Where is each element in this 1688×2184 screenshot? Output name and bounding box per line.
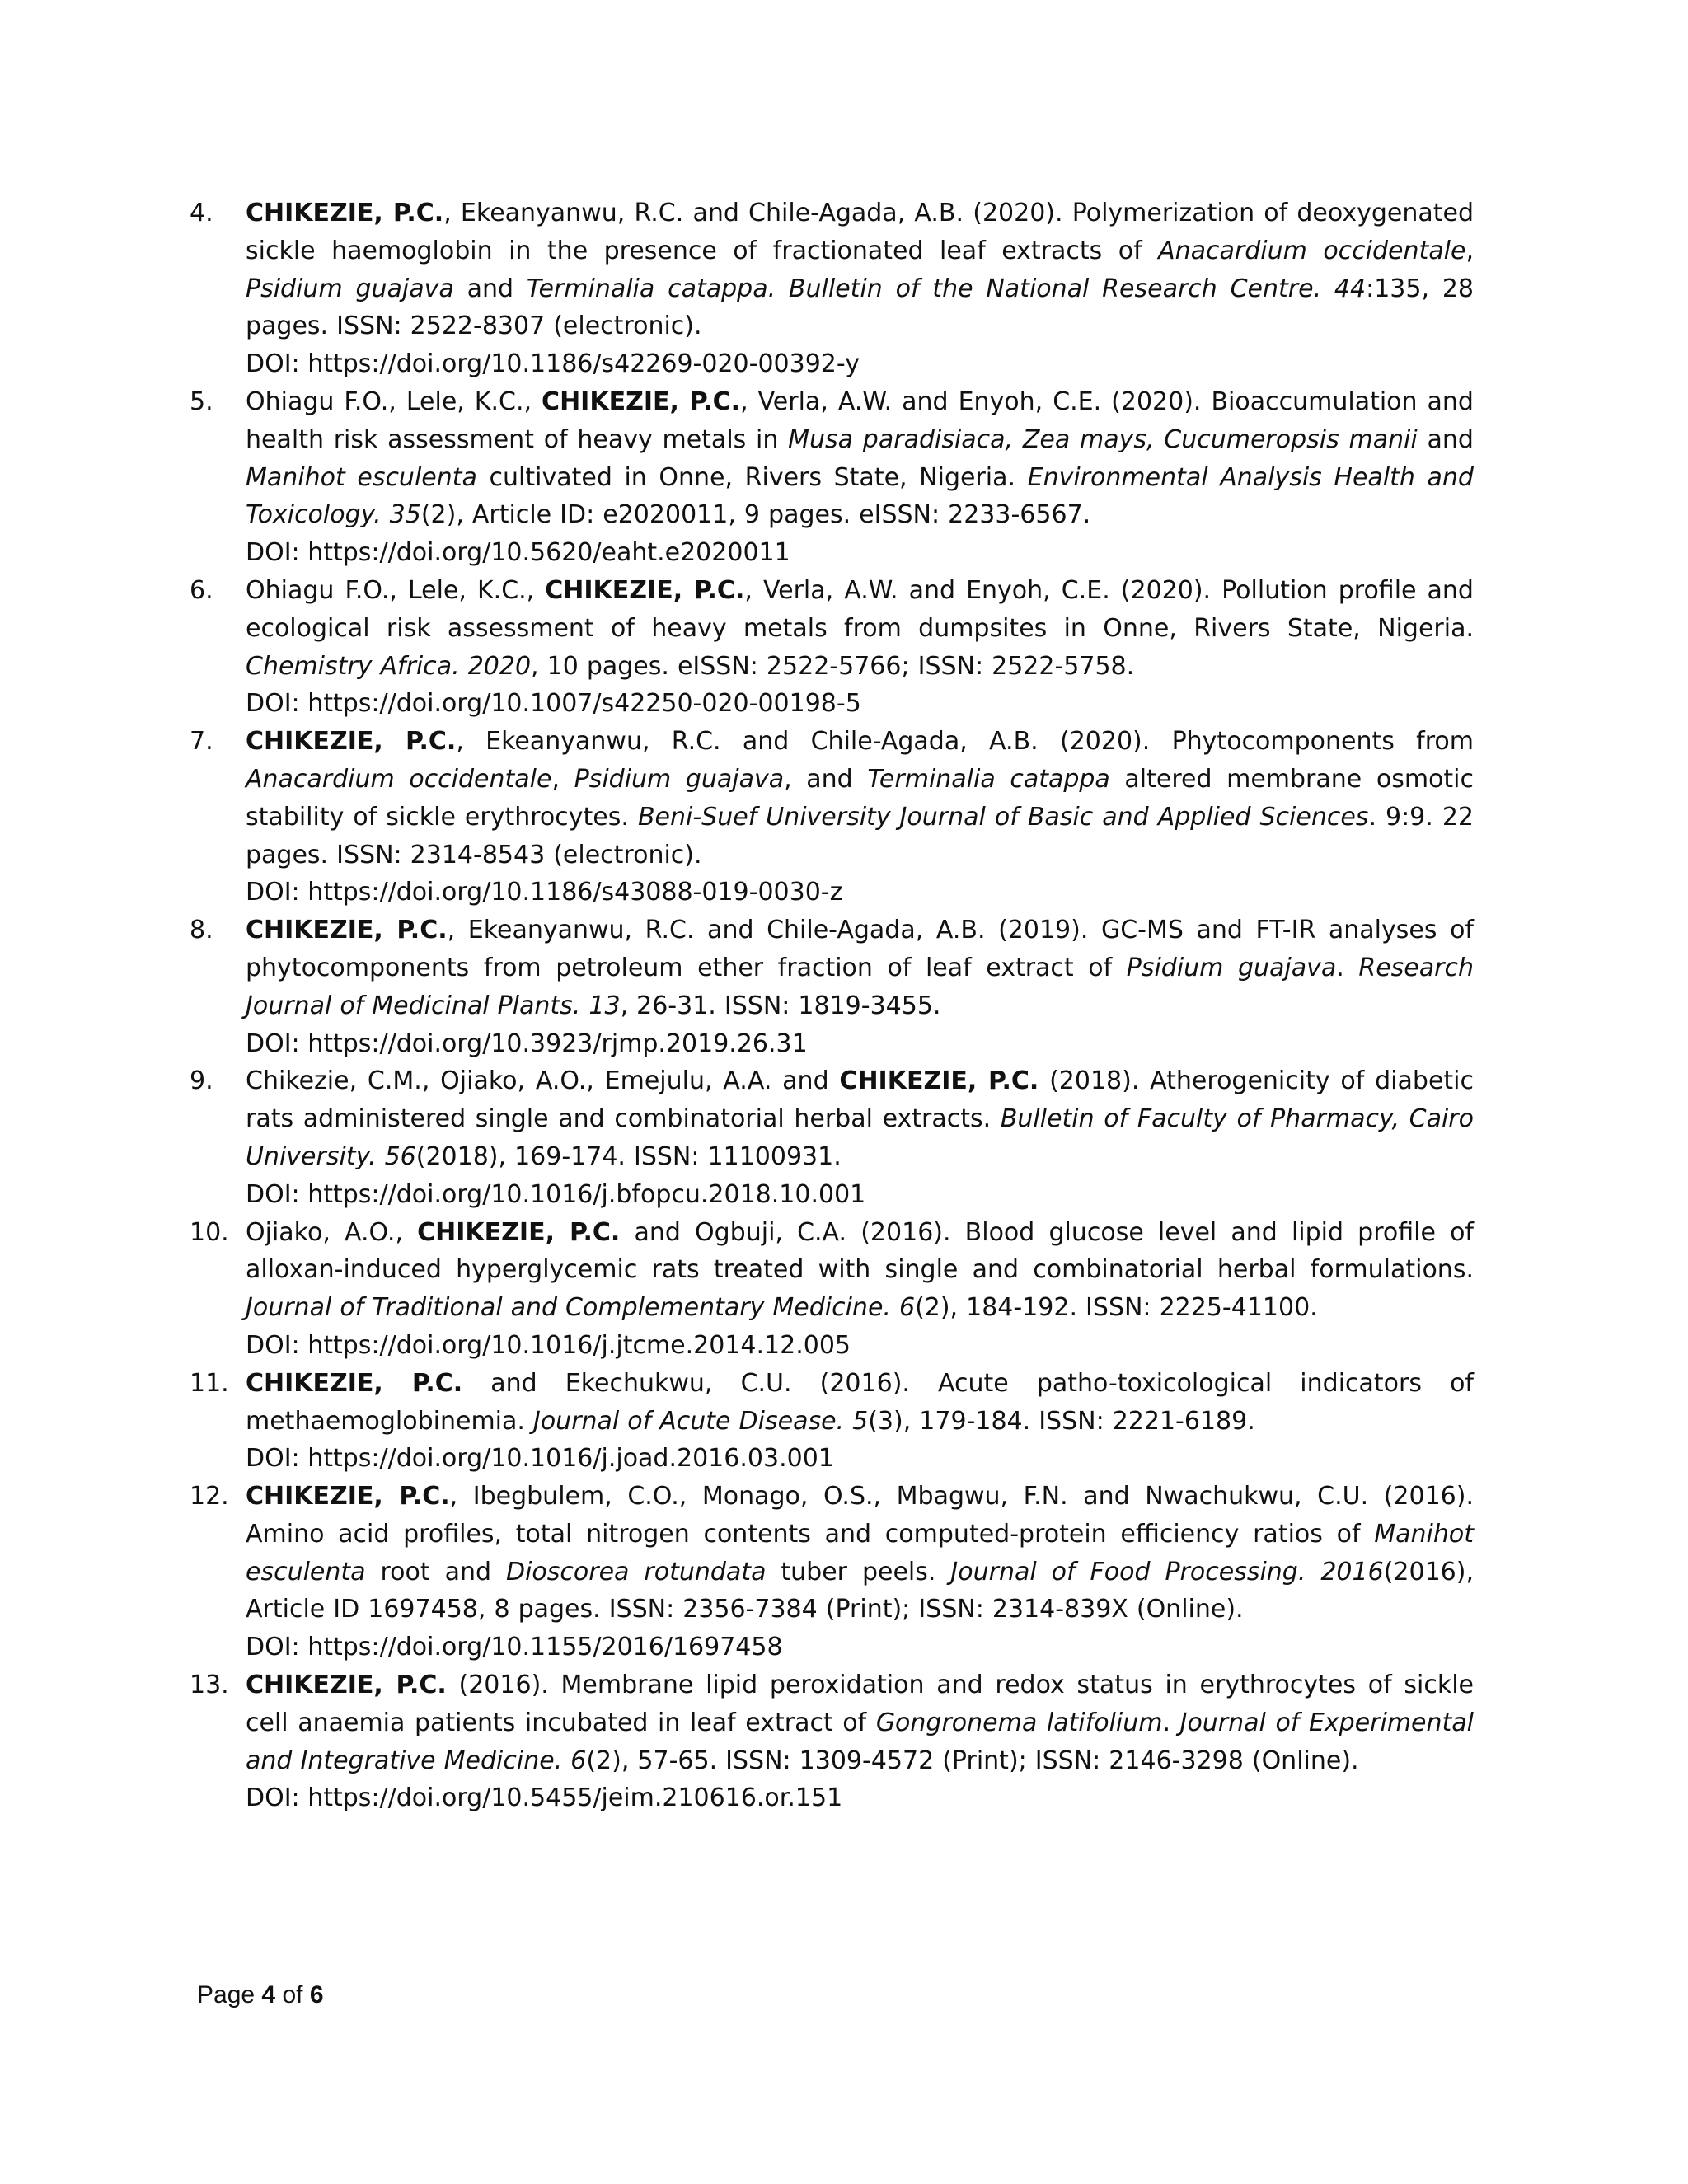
italic-text: Psidium guajava [1126,953,1337,982]
doi-line: DOI: https://doi.org/10.1186/s43088-019-0030-z [246,878,843,907]
citation-text: (2018). Atherogenicity of diabetic rats administered single and combinatorial herbal extracts. [246,1066,1474,1134]
doi-line: DOI: https://doi.org/10.1155/2016/1697458 [246,1633,783,1662]
italic-text: Bulletin of Faculty of Pharmacy, Cairo University. 56 [246,1104,1474,1171]
reference-item [190,383,1474,572]
italic-text: Manihot esculenta [246,1519,1474,1586]
citation-text: , [551,764,574,794]
doi-line: DOI: https://doi.org/10.3923/rjmp.2019.26.31 [246,1029,808,1058]
reference-number: 12. [190,1482,229,1511]
italic-text: Journal of Experimental and Integrative Medicine. 6 [246,1708,1475,1775]
reference-citation [246,194,1474,345]
reference-number: 9. [190,1066,213,1096]
reference-number: 7. [190,727,213,757]
reference-citation [246,912,1474,1024]
reference-item [190,723,1474,912]
citation-text: (2016). Membrane lipid peroxidation and redox status in erythrocytes of sickle cell anaemia patients incubated in leaf extract of [246,1671,1474,1737]
author-highlight: CHIKEZIE, P.C. [542,387,741,416]
reference-citation [246,1478,1474,1629]
italic-text: Dioscorea rotundata [506,1557,767,1586]
italic-text: Terminalia catappa [867,764,1110,794]
reference-item [190,1666,1474,1817]
citation-text: , Ibegbulem, C.O., Monago, O.S., Mbagwu, F.N. and Nwachukwu, C.U. (2016). Amino acid profiles, total nitrogen contents and computed-protein efficiency ratios of [246,1482,1474,1549]
citation-text: , 10 pages. eISSN: 2522-5766; ISSN: 2522-5758. [531,651,1135,681]
citation-text: (2), 57-65. ISSN: 1309-4572 (Print); ISSN: 2146-3298 (Online). [586,1746,1359,1775]
author-highlight: CHIKEZIE, P.C. [839,1066,1039,1096]
citation-text: (2018), 169-174. ISSN: 11100931. [415,1141,842,1171]
author-highlight: CHIKEZIE, P.C. [246,1671,447,1700]
citation-text: , Ekeanyanwu, R.C. and Chile-Agada, A.B. (2020). Phytocomponents from [456,727,1474,757]
author-highlight: CHIKEZIE, P.C. [417,1217,621,1247]
citation-text: , and [784,764,868,794]
reference-number: 10. [190,1217,229,1247]
citation-text: . [1162,1708,1180,1737]
doi-line: DOI: https://doi.org/10.1016/j.joad.2016.03.001 [246,1444,834,1474]
author-highlight: CHIKEZIE, P.C. [246,1368,463,1398]
italic-text: Anacardium occidentale [1158,236,1466,265]
doi-line: DOI: https://doi.org/10.1007/s42250-020-00198-5 [246,689,861,719]
italic-text: Psidium guajava [246,274,454,303]
citation-text: (2), Article ID: e2020011, 9 pages. eISSN: 2233-6567. [420,500,1091,530]
reference-number: 11. [190,1368,229,1398]
citation-text: . [1336,953,1359,982]
citation-text: and [453,274,527,303]
citation-text: , [1465,236,1474,265]
page-number: 4 [261,1981,276,2008]
doi-line: DOI: https://doi.org/10.1016/j.jtcme.2014.12.005 [246,1330,851,1360]
citation-text: cultivated in Onne, Rivers State, Nigeria. [476,462,1028,492]
author-highlight: CHIKEZIE, P.C. [246,1482,450,1511]
reference-citation [246,572,1474,685]
italic-text: Gongronema latifolium [875,1708,1163,1737]
italic-text: Musa paradisiaca, Zea mays, Cucumeropsis manii [788,424,1418,454]
citation-text: , Ekeanyanwu, R.C. and Chile-Agada, A.B. (2019). GC-MS and FT-IR analyses of phytocomponents from petroleum ether fraction of leaf extract of [246,916,1474,982]
citation-text: , 26-31. ISSN: 1819-3455. [620,991,941,1020]
italic-text: Journal of Food Processing. 2016 [950,1557,1384,1586]
reference-citation [246,1365,1474,1441]
page-footer [197,1981,324,2009]
citation-text: . 9:9. 22 pages. ISSN: 2314-8543 (electronic). [246,802,1474,869]
citation-text: , Ekeanyanwu, R.C. and Chile-Agada, A.B. (2020). Polymerization of deoxygenated sickle haemoglobin in the presence of fractionated leaf extracts of [246,199,1474,265]
reference-item [190,1478,1474,1666]
citation-text: (2016), Article ID 1697458, 8 pages. ISSN: 2356-7384 (Print); ISSN: 2314-839X (Online). [246,1557,1474,1624]
reference-citation [246,1666,1474,1779]
italic-text: Chemistry Africa. 2020 [246,651,532,681]
doi-line: DOI: https://doi.org/10.1186/s42269-020-00392-y [246,349,860,379]
of-label: of [282,1981,303,2008]
citation-text: tuber peels. [766,1557,951,1586]
citation-text: , Verla, A.W. and Enyoh, C.E. (2020). Pollution profile and ecological risk assessment of heavy metals from dumpsites in Onne, Rivers State, Nigeria. [246,575,1474,643]
author-highlight: CHIKEZIE, P.C. [246,727,457,757]
page-label: Page [197,1981,256,2008]
italic-text: Journal of Traditional and Complementary Medicine. 6 [246,1293,916,1323]
reference-item [190,1214,1474,1365]
reference-number: 8. [190,916,213,945]
citation-text: (3), 179-184. ISSN: 2221-6189. [868,1406,1255,1436]
doi-line: DOI: https://doi.org/10.1016/j.bfopcu.2018.10.001 [246,1179,866,1209]
reference-number: 4. [190,199,213,227]
reference-item [190,572,1474,723]
citation-text: , Verla, A.W. and Enyoh, C.E. (2020). Bioaccumulation and health risk assessment of heavy metals in [246,387,1474,454]
citation-text: (2), 184-192. ISSN: 2225-41100. [915,1293,1318,1323]
italic-text: Environmental Analysis Health and Toxicology. 35 [246,462,1474,530]
doi-line: DOI: https://doi.org/10.5455/jeim.210616.or.151 [246,1783,843,1813]
italic-text: Journal of Acute Disease. 5 [532,1406,869,1436]
reference-item [190,194,1474,383]
italic-text: Beni-Suef University Journal of Basic and Applied Sciences [637,802,1369,832]
italic-text: Terminalia catappa. Bulletin of the National Research Centre. 44 [526,274,1367,303]
italic-text: Research Journal of Medicinal Plants. 13 [246,953,1474,1020]
reference-item [190,1062,1474,1213]
citation-text: Ohiagu F.O., Lele, K.C., [246,387,542,416]
citation-text: :135, 28 pages. ISSN: 2522-8307 (electronic). [246,274,1474,341]
citation-text: and Ogbuji, C.A. (2016). Blood glucose level and lipid profile of alloxan-induced hyperglycemic rats treated with single and combinatorial herbal formulations. [246,1217,1474,1285]
reference-number: 13. [190,1671,229,1700]
reference-item [190,1365,1474,1478]
reference-citation [246,723,1474,874]
reference-item [190,912,1474,1062]
italic-text: Manihot esculenta [246,462,477,492]
citation-text: Ohiagu F.O., Lele, K.C., [246,575,546,605]
reference-number: 5. [190,387,213,416]
author-highlight: CHIKEZIE, P.C. [545,575,745,605]
citation-text: altered membrane osmotic stability of sickle erythrocytes. [246,764,1474,832]
author-highlight: CHIKEZIE, P.C. [246,916,448,945]
reference-number: 6. [190,575,213,605]
italic-text: Psidium guajava [574,764,785,794]
doi-line: DOI: https://doi.org/10.5620/eaht.e2020011 [246,538,790,568]
citation-text: Chikezie, C.M., Ojiako, A.O., Emejulu, A.A. and [246,1066,840,1096]
citation-text: and Ekechukwu, C.U. (2016). Acute patho-toxicological indicators of methaemoglobinemia. [246,1368,1474,1436]
citation-text: root and [365,1557,506,1586]
page-total: 6 [309,1981,324,2008]
citation-text: and [1417,424,1474,454]
author-highlight: CHIKEZIE, P.C. [246,199,444,227]
reference-citation [246,1214,1474,1327]
reference-citation [246,1062,1474,1175]
reference-list [190,194,1474,1817]
citation-text: Ojiako, A.O., [246,1217,418,1247]
reference-citation [246,383,1474,534]
italic-text: Anacardium occidentale [246,764,552,794]
